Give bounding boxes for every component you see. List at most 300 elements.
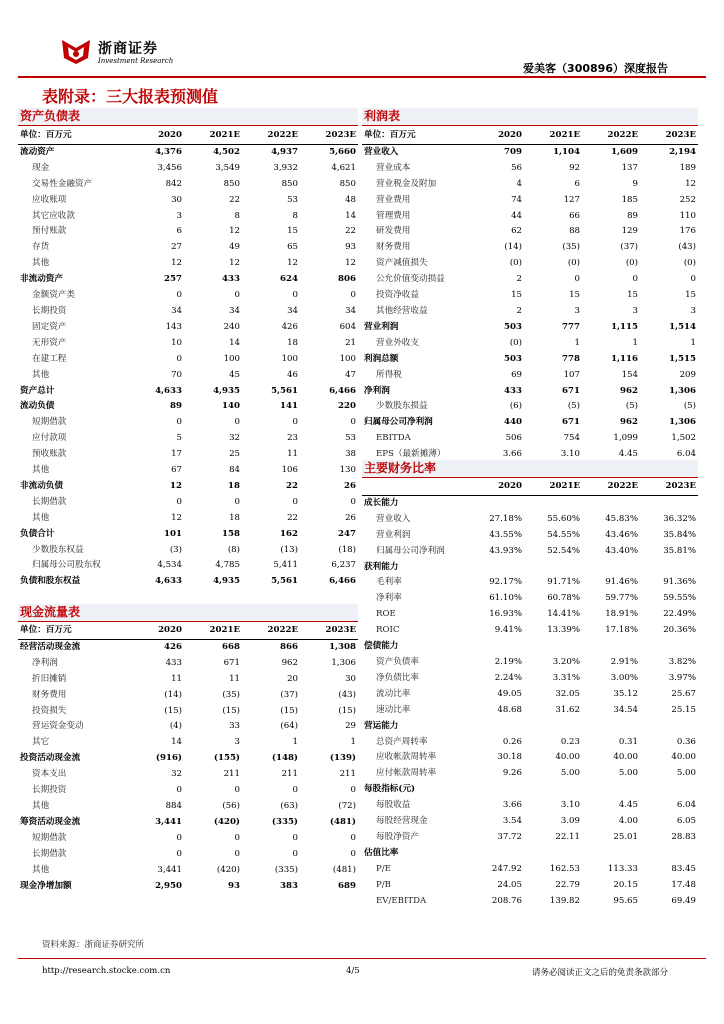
value-cell: 3,441 xyxy=(155,816,182,827)
value-cell xyxy=(640,639,698,655)
value-cell: 426 xyxy=(164,641,182,652)
value-cell: 35.12 xyxy=(613,688,638,699)
value-cell: 34 xyxy=(345,305,356,316)
value-cell: 49.05 xyxy=(497,688,522,699)
value-cell: 3.31% xyxy=(552,672,580,683)
value-cell: 40.00 xyxy=(613,752,638,763)
value-cell xyxy=(640,846,698,862)
value-cell: 139.82 xyxy=(549,895,580,906)
value-cell: 154 xyxy=(621,369,638,380)
value-cell: 2.24% xyxy=(494,672,522,683)
table-row xyxy=(362,639,698,655)
value-cell: 4,502 xyxy=(213,146,240,157)
value-cell: 0 xyxy=(350,290,356,301)
value-cell: 709 xyxy=(504,146,522,157)
table-row xyxy=(18,447,358,463)
value-cell: 74 xyxy=(511,194,522,205)
disclaimer-note: 请务必阅读正文之后的免责条款部分 xyxy=(531,968,668,978)
value-cell: 3 xyxy=(234,737,240,748)
value-cell: 14 xyxy=(171,737,182,748)
value-cell: 3 xyxy=(632,305,638,316)
value-cell: (72) xyxy=(338,800,356,811)
cash-flow-table xyxy=(18,623,358,894)
value-cell: 962 xyxy=(620,417,638,428)
value-cell: 11 xyxy=(229,673,240,684)
value-cell: 5.00 xyxy=(618,768,638,779)
table-row xyxy=(362,336,698,352)
table-row xyxy=(362,512,698,528)
value-cell: 257 xyxy=(164,274,182,285)
row-label: 其他 xyxy=(32,800,50,811)
table-row xyxy=(18,543,358,559)
value-cell: 25.67 xyxy=(671,688,696,699)
table-row xyxy=(362,719,698,735)
table-row xyxy=(18,320,358,336)
table-row xyxy=(362,384,698,400)
value-cell: 22 xyxy=(287,512,298,523)
table-row xyxy=(18,879,358,895)
table-row xyxy=(362,687,698,703)
value-cell: (5) xyxy=(567,401,580,412)
value-cell: 4.45 xyxy=(618,800,638,811)
value-cell: 0.36 xyxy=(676,736,696,747)
row-label: 短期借款 xyxy=(32,417,67,428)
value-cell: 3.82% xyxy=(668,656,696,667)
year-header: 2023E xyxy=(640,128,698,144)
value-cell: 0 xyxy=(292,848,298,859)
value-cell: 689 xyxy=(338,880,356,891)
value-cell: 23 xyxy=(287,433,298,444)
value-cell xyxy=(582,560,640,576)
value-cell: 0 xyxy=(234,417,240,428)
value-cell: 247.92 xyxy=(491,863,522,874)
table-row xyxy=(362,894,698,910)
value-cell: 850 xyxy=(281,178,298,189)
table-row xyxy=(18,240,358,256)
table-row xyxy=(18,368,358,384)
value-cell: 220 xyxy=(338,401,356,412)
value-cell: 22.79 xyxy=(555,879,580,890)
value-cell: 60.78% xyxy=(547,593,580,604)
value-cell: 506 xyxy=(505,433,522,444)
value-cell: 18 xyxy=(287,337,298,348)
value-cell: (0) xyxy=(567,258,580,269)
table-row xyxy=(362,846,698,862)
value-cell: (481) xyxy=(329,816,356,827)
value-cell: 0 xyxy=(176,832,182,843)
value-cell: 5,561 xyxy=(271,576,298,587)
value-cell: 0 xyxy=(176,496,182,507)
value-cell: 0 xyxy=(350,832,356,843)
value-cell: 850 xyxy=(223,178,240,189)
value-cell: 0 xyxy=(574,274,580,285)
row-label: 资产总计 xyxy=(20,385,55,396)
value-cell: 18.91% xyxy=(605,609,638,620)
value-cell: 0 xyxy=(292,417,298,428)
value-cell: 11 xyxy=(287,449,298,460)
value-cell: 20.15 xyxy=(613,879,638,890)
row-label: 长期借款 xyxy=(32,496,67,507)
value-cell: 25 xyxy=(229,449,240,460)
table-header-row xyxy=(362,128,698,144)
table-row xyxy=(362,272,698,288)
value-cell: (13) xyxy=(280,544,298,555)
value-cell: 92 xyxy=(569,162,580,173)
balance-sheet-table xyxy=(18,128,358,590)
table-row xyxy=(18,783,358,799)
value-cell: 16.93% xyxy=(489,609,522,620)
value-cell: 4 xyxy=(516,178,522,189)
value-cell: 52.54% xyxy=(547,545,580,556)
value-cell: (5) xyxy=(683,401,696,412)
table-row xyxy=(18,272,358,288)
value-cell: 6 xyxy=(176,226,182,237)
table-row xyxy=(362,766,698,782)
row-label: 营业收入 xyxy=(364,146,399,157)
table-row xyxy=(18,799,358,815)
value-cell: 671 xyxy=(562,417,580,428)
value-cell: 15 xyxy=(627,290,638,301)
value-cell: 9.26 xyxy=(502,768,522,779)
row-label: 短期借款 xyxy=(32,832,67,843)
value-cell: 503 xyxy=(504,353,522,364)
value-cell: 93 xyxy=(345,242,356,253)
value-cell: 28.83 xyxy=(671,831,696,842)
value-cell: 34.54 xyxy=(613,704,638,715)
table-row xyxy=(362,431,698,447)
value-cell: 22.11 xyxy=(555,831,580,842)
row-label: 归属母公司净利润 xyxy=(376,545,445,556)
value-cell: 20 xyxy=(287,673,298,684)
value-cell: 27 xyxy=(171,242,182,253)
value-cell: 35.84% xyxy=(663,529,696,540)
table-row xyxy=(362,750,698,766)
value-cell: 21 xyxy=(345,337,356,348)
value-cell: 850 xyxy=(339,178,356,189)
value-cell: 89 xyxy=(627,210,638,221)
value-cell: 158 xyxy=(222,528,240,539)
row-label: P/E xyxy=(376,863,391,874)
value-cell: 0 xyxy=(234,290,240,301)
row-label: 其他 xyxy=(32,864,50,875)
table-row xyxy=(18,431,358,447)
row-label: 速动比率 xyxy=(376,704,411,715)
row-label: 研发费用 xyxy=(376,226,411,237)
value-cell: 754 xyxy=(563,433,580,444)
value-cell: 65 xyxy=(287,242,298,253)
value-cell: (0) xyxy=(509,337,522,348)
table-row xyxy=(18,177,358,193)
value-cell: 209 xyxy=(679,369,696,380)
table-row xyxy=(18,256,358,272)
value-cell: (15) xyxy=(164,705,182,716)
value-cell: 5.00 xyxy=(560,768,580,779)
row-label: 长期投资 xyxy=(32,785,67,796)
table-row xyxy=(362,177,698,193)
value-cell: 440 xyxy=(504,417,522,428)
value-cell: (43) xyxy=(678,242,696,253)
table-row xyxy=(362,399,698,415)
value-cell: 671 xyxy=(223,657,240,668)
value-cell: (420) xyxy=(216,864,240,875)
value-cell: 12 xyxy=(229,226,240,237)
value-cell: (37) xyxy=(620,242,638,253)
value-cell: 26 xyxy=(345,512,356,523)
value-cell: 17.48 xyxy=(671,879,696,890)
value-cell: 3 xyxy=(574,305,580,316)
footer-url-link[interactable]: http://research.stocke.com.cn xyxy=(42,966,171,976)
table-row xyxy=(18,815,358,831)
value-cell: 1,306 xyxy=(669,385,696,396)
report-title: 爱美客（300896）深度报告 xyxy=(523,62,668,75)
value-cell: 884 xyxy=(165,800,182,811)
table-row xyxy=(18,847,358,863)
year-header: 2022E xyxy=(242,623,300,639)
table-row xyxy=(362,224,698,240)
table-row xyxy=(362,161,698,177)
value-cell: 127 xyxy=(563,194,580,205)
year-header: 2023E xyxy=(300,128,358,144)
table-row xyxy=(362,862,698,878)
row-label: 其它应收款 xyxy=(32,210,75,221)
value-cell: 5,411 xyxy=(273,560,298,571)
value-cell: 0 xyxy=(234,848,240,859)
table-row xyxy=(362,623,698,639)
company-name-en: Investment Research xyxy=(98,57,174,65)
row-label: 每股经营现金 xyxy=(376,816,428,827)
value-cell: 32 xyxy=(229,433,240,444)
value-cell: 43.55% xyxy=(489,529,522,540)
value-cell: 0 xyxy=(350,785,356,796)
value-cell: (15) xyxy=(338,705,356,716)
value-cell: 49 xyxy=(229,242,240,253)
ratios-title: 主要财务比率 xyxy=(362,460,698,477)
value-cell: 12 xyxy=(229,258,240,269)
value-cell xyxy=(640,495,698,511)
value-cell: 43.93% xyxy=(489,545,522,556)
value-cell: 4.00 xyxy=(618,816,638,827)
value-cell: 2,194 xyxy=(669,146,696,157)
value-cell: 3,549 xyxy=(215,162,240,173)
value-cell: 671 xyxy=(562,385,580,396)
value-cell: 14 xyxy=(345,210,356,221)
value-cell: 48 xyxy=(345,194,356,205)
value-cell xyxy=(466,639,524,655)
row-label: 交易性金融资产 xyxy=(32,178,93,189)
value-cell: 2 xyxy=(516,305,522,316)
table-row xyxy=(362,528,698,544)
table-header-row xyxy=(18,128,358,144)
value-cell xyxy=(582,846,640,862)
value-cell: 89 xyxy=(170,401,182,412)
unit-label: 单位：百万元 xyxy=(18,623,126,639)
value-cell: (8) xyxy=(227,544,240,555)
value-cell: (916) xyxy=(155,753,182,764)
row-label: 总资产周转率 xyxy=(376,736,428,747)
value-cell: 0 xyxy=(234,832,240,843)
value-cell: 3 xyxy=(690,305,696,316)
value-cell: 40.00 xyxy=(555,752,580,763)
table-row xyxy=(362,591,698,607)
value-cell: 3.10 xyxy=(560,800,580,811)
value-cell: 962 xyxy=(281,657,298,668)
value-cell: 43.40% xyxy=(605,545,638,556)
value-cell: (335) xyxy=(274,864,298,875)
balance-sheet-rule xyxy=(18,125,358,126)
table-row xyxy=(18,574,358,590)
row-label: 其它 xyxy=(32,737,50,748)
row-label: 营业利润 xyxy=(364,321,399,332)
value-cell xyxy=(524,846,582,862)
value-cell: 4,937 xyxy=(271,146,298,157)
value-cell: 208.76 xyxy=(491,895,522,906)
value-cell: 53 xyxy=(287,194,298,205)
value-cell: 9 xyxy=(632,178,638,189)
value-cell: 91.46% xyxy=(605,577,638,588)
row-label: 营业费用 xyxy=(376,194,411,205)
value-cell: (3) xyxy=(169,544,182,555)
row-label: 净利润 xyxy=(364,385,390,396)
value-cell: (5) xyxy=(625,401,638,412)
row-label: 估值比率 xyxy=(364,847,399,858)
cash-flow-title: 现金流量表 xyxy=(18,604,358,621)
table-row xyxy=(18,735,358,751)
value-cell: (4) xyxy=(169,721,182,732)
value-cell: 6 xyxy=(574,178,580,189)
value-cell: (63) xyxy=(280,800,298,811)
income-statement-title: 利润表 xyxy=(362,108,698,125)
table-row xyxy=(18,399,358,415)
value-cell: 1,306 xyxy=(669,417,696,428)
value-cell: (6) xyxy=(509,401,522,412)
row-label: 毛利率 xyxy=(376,577,402,588)
value-cell: 34 xyxy=(171,305,182,316)
value-cell: 100 xyxy=(223,353,240,364)
row-label: 营业成本 xyxy=(376,162,411,173)
row-label: 非流动负债 xyxy=(20,480,63,491)
value-cell: (35) xyxy=(222,689,240,700)
value-cell: 1,502 xyxy=(671,433,696,444)
value-cell: 33 xyxy=(229,721,240,732)
value-cell: 91.71% xyxy=(547,577,580,588)
value-cell: 0 xyxy=(350,417,356,428)
value-cell: 93 xyxy=(228,880,240,891)
year-header: 2020 xyxy=(466,479,524,495)
value-cell: 778 xyxy=(562,353,580,364)
value-cell: 59.55% xyxy=(663,593,696,604)
value-cell: 1,515 xyxy=(669,353,696,364)
value-cell: 113.33 xyxy=(607,863,638,874)
value-cell: 0 xyxy=(176,848,182,859)
value-cell: 1,104 xyxy=(553,146,580,157)
value-cell: 0 xyxy=(234,785,240,796)
value-cell: 56 xyxy=(511,162,522,173)
row-label: 每股净资产 xyxy=(376,831,419,842)
value-cell: (335) xyxy=(271,816,298,827)
value-cell: 32.05 xyxy=(555,688,580,699)
row-label: 公允价值变动损益 xyxy=(376,274,445,285)
value-cell: 30 xyxy=(171,194,182,205)
value-cell: 22 xyxy=(345,226,356,237)
row-label: 其他 xyxy=(32,512,50,523)
table-row xyxy=(362,878,698,894)
value-cell: 5 xyxy=(176,433,182,444)
table-row xyxy=(362,368,698,384)
row-label: EBITDA xyxy=(376,433,411,444)
table-row xyxy=(362,703,698,719)
value-cell: 30.18 xyxy=(497,752,522,763)
value-cell: (420) xyxy=(213,816,240,827)
value-cell: 2.91% xyxy=(610,656,638,667)
table-row xyxy=(18,688,358,704)
value-cell: 4,534 xyxy=(157,560,182,571)
table-row xyxy=(18,144,358,160)
value-cell xyxy=(582,639,640,655)
table-row xyxy=(18,352,358,368)
table-row xyxy=(18,415,358,431)
row-label: 净利润 xyxy=(32,657,58,668)
row-label: 少数股东权益 xyxy=(32,544,84,555)
row-label: 应付帐款周转率 xyxy=(376,768,437,779)
row-label: 净利率 xyxy=(376,593,402,604)
row-label: 其他 xyxy=(32,465,50,476)
row-label: 获利能力 xyxy=(364,561,399,572)
value-cell: 6.05 xyxy=(676,816,696,827)
value-cell: 12 xyxy=(171,258,182,269)
row-label: 营业外收支 xyxy=(376,337,419,348)
row-label: EV/EBITDA xyxy=(376,895,427,906)
value-cell: 47 xyxy=(345,369,356,380)
value-cell: 26 xyxy=(344,480,356,491)
value-cell: 4,621 xyxy=(331,162,356,173)
value-cell xyxy=(640,719,698,735)
table-row xyxy=(362,560,698,576)
page-title: 表附录：三大报表预测值 xyxy=(42,87,219,106)
value-cell: 100 xyxy=(281,353,298,364)
value-cell: 43.46% xyxy=(605,529,638,540)
year-header: 2020 xyxy=(126,128,184,144)
value-cell: 55.60% xyxy=(547,513,580,524)
value-cell xyxy=(524,782,582,798)
value-cell: 129 xyxy=(621,226,638,237)
value-cell: 143 xyxy=(165,321,182,332)
value-cell: (0) xyxy=(509,258,522,269)
row-label: 净负债比率 xyxy=(376,672,419,683)
value-cell: 92.17% xyxy=(489,577,522,588)
table-row xyxy=(362,575,698,591)
value-cell: (148) xyxy=(271,753,298,764)
row-label: 管理费用 xyxy=(376,210,411,221)
page-number: 4/5 xyxy=(346,966,360,976)
value-cell: 4,935 xyxy=(213,385,240,396)
value-cell: 34 xyxy=(229,305,240,316)
value-cell: 45.83% xyxy=(605,513,638,524)
row-label: 利润总额 xyxy=(364,353,399,364)
value-cell: 2.19% xyxy=(494,656,522,667)
row-label: 归属母公司股东权 xyxy=(32,560,101,571)
row-label: 偿债能力 xyxy=(364,641,399,652)
value-cell: 5,660 xyxy=(329,146,356,157)
value-cell: 777 xyxy=(562,321,580,332)
value-cell: (35) xyxy=(562,242,580,253)
value-cell: (139) xyxy=(329,753,356,764)
value-cell: 61.10% xyxy=(489,593,522,604)
value-cell: 12 xyxy=(685,178,696,189)
row-label: 负债和股东权益 xyxy=(20,576,81,587)
row-label: 流动比率 xyxy=(376,688,411,699)
value-cell: 2 xyxy=(516,274,522,285)
value-cell: 5,561 xyxy=(271,385,298,396)
